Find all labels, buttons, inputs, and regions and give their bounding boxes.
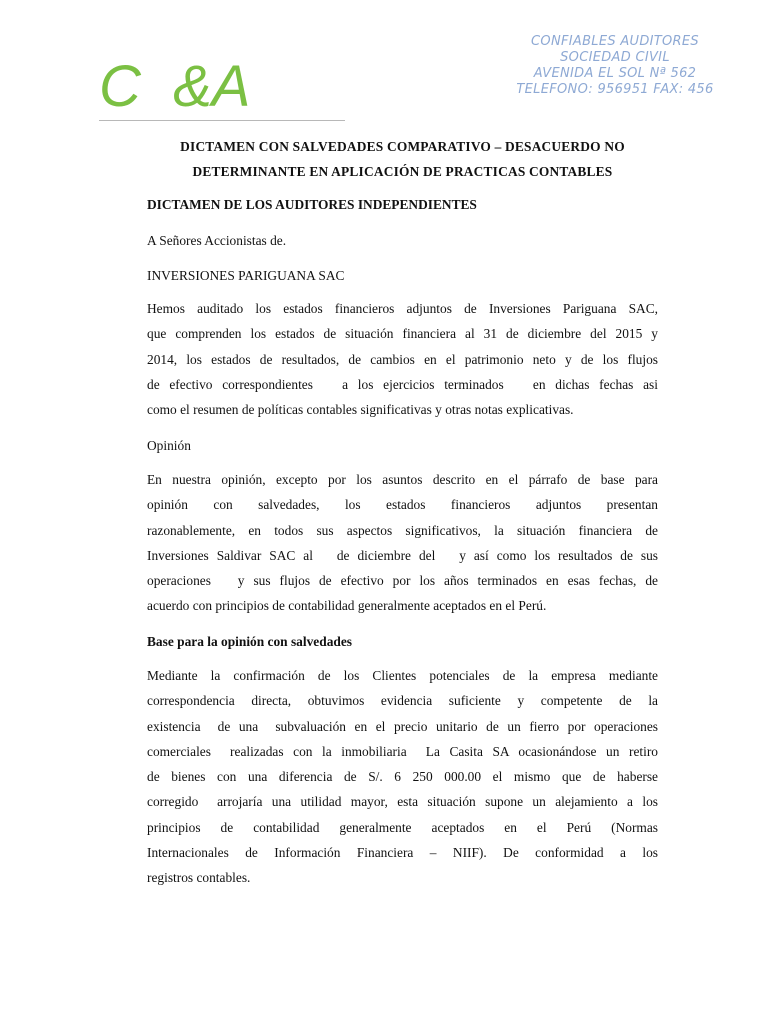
paragraph-line: 2014, los estados de resultados, de cambios en el patrimonio neto y de los flujos <box>147 351 658 367</box>
company-logo: C &A <box>99 54 251 119</box>
document-subtitle: DICTAMEN DE LOS AUDITORES INDEPENDIENTES <box>147 197 477 212</box>
document-title-line: DETERMINANTE EN APLICACIÓN DE PRACTICAS CONTABLES <box>192 164 613 179</box>
paragraph-line: Inversiones Saldivar SAC al de diciembre del y así como los resultados de sus <box>147 547 658 563</box>
basis-heading: Base para la opinión con salvedades <box>147 634 352 649</box>
firm-address: AVENIDA EL SOL Nª 562 <box>533 66 697 81</box>
paragraph-line: corregido arrojaría una utilidad mayor, esta situación supone un alejamiento a los <box>147 794 658 810</box>
intro-paragraph <box>147 296 658 422</box>
firm-header <box>490 34 740 98</box>
paragraph-line: Hemos auditado los estados financieros adjuntos de Inversiones Pariguana SAC, <box>147 301 658 316</box>
paragraph-line: operaciones y sus flujos de efectivo por los años terminados en esas fechas, de <box>147 573 658 589</box>
basis-paragraph <box>147 663 658 891</box>
document-title-line: DICTAMEN CON SALVEDADES COMPARATIVO – DESACUERDO NO <box>180 139 625 154</box>
paragraph-line: de efectivo correspondientes a los ejercicios terminados en dichas fechas asi <box>147 376 658 392</box>
paragraph-line: comerciales realizadas con la inmobiliaria La Casita SA ocasionándose un retiro <box>147 743 658 759</box>
paragraph-line: opinión con salvedades, los estados financieros adjuntos presentan <box>147 497 658 513</box>
paragraph-line: acuerdo con principios de contabilidad generalmente aceptados en el Perú. <box>147 598 547 614</box>
paragraph-line: En nuestra opinión, excepto por los asuntos descrito en el párrafo de base para <box>147 472 658 487</box>
paragraph-line: Internacionales de Información Financiera – NIIF). De conformidad a los <box>147 845 658 861</box>
salutation: A Señores Accionistas de. <box>147 233 287 248</box>
firm-name: CONFIABLES AUDITORES <box>531 34 699 49</box>
opinion-paragraph <box>147 467 658 619</box>
logo-underline <box>99 120 345 121</box>
paragraph-line: razonablemente, en todos sus aspectos significativos, la situación financiera de <box>147 522 658 538</box>
paragraph-line: como el resumen de políticas contables significativas y otras notas explicativas. <box>147 402 574 418</box>
paragraph-line: existencia de una subvaluación en el precio unitario de un fierro por operaciones <box>147 718 658 734</box>
document-title <box>147 134 658 184</box>
paragraph-line: principios de contabilidad generalmente aceptados en el Perú (Normas <box>147 819 658 835</box>
paragraph-line: Mediante la confirmación de los Clientes potenciales de la empresa mediante <box>147 668 658 683</box>
opinion-heading: Opinión <box>147 438 191 453</box>
paragraph-line: registros contables. <box>147 870 251 886</box>
company-name: INVERSIONES PARIGUANA SAC <box>147 268 345 283</box>
paragraph-line: de bienes con una diferencia de S/. 6 250 000.00 el mismo que de haberse <box>147 769 658 785</box>
firm-type: SOCIEDAD CIVIL <box>560 50 670 65</box>
paragraph-line: correspondencia directa, obtuvimos evidencia suficiente y competente de la <box>147 693 658 709</box>
firm-phone: TELEFONO: 956951 FAX: 456 <box>516 82 714 97</box>
paragraph-line: que comprenden los estados de situación financiera al 31 de diciembre del 2015 y <box>147 326 658 342</box>
